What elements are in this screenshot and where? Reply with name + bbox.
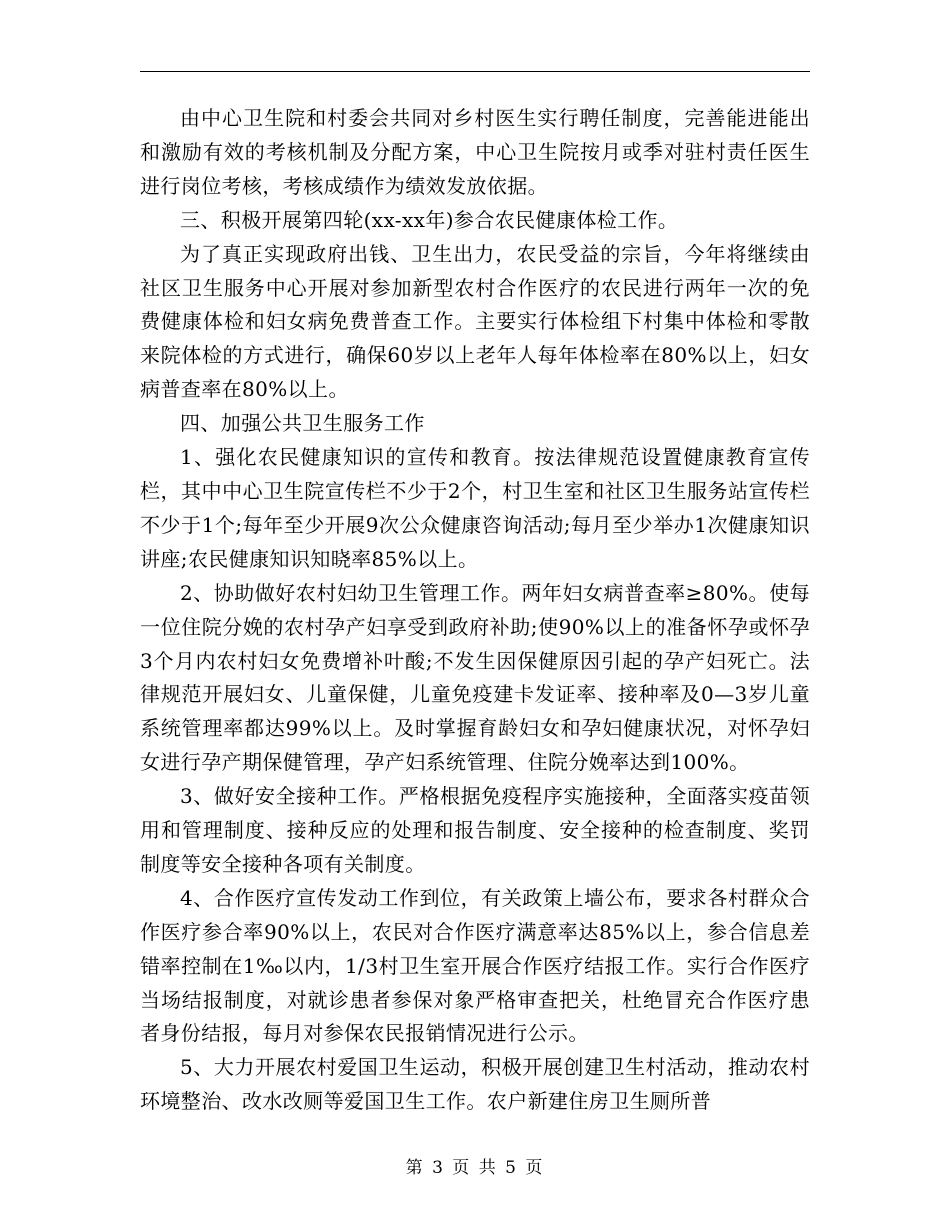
- paragraph-item-5: 5、大力开展农村爱国卫生运动，积极开展创建卫生村活动，推动农村环境整治、改水改厕等爱国卫生工作。农户新建住房卫生厕所普: [140, 1055, 810, 1114]
- paragraph-item-4: 4、合作医疗宣传发动工作到位，有关政策上墙公布，要求各村群众合作医疗参合率90%以上，农民对合作医疗满意率达85%以上，参合信息差错率控制在1‰以内，1/3村卫生室开展合作医疗结报工作。实行合作医疗当场结报制度，对就诊患者参保对象严格审查把关，杜绝冒充合作医疗患者身份结报，每月对参保农民报销情况进行公示。: [140, 885, 810, 1046]
- paragraph-2: 为了真正实现政府出钱、卫生出力，农民受益的宗旨，今年将继续由社区卫生服务中心开展对参加新型农村合作医疗的农民进行两年一次的免费健康体检和妇女病免费普查工作。主要实行体检组下村集中体检和零散来院体检的方式进行，确保60岁以上老年人每年体检率在80%以上，妇女病普查率在80%以上。: [140, 241, 810, 402]
- section-heading-3: 三、积极开展第四轮(xx-xx年)参合农民健康体检工作。: [180, 207, 679, 232]
- paragraph-item-1: 1、强化农民健康知识的宣传和教育。按法律规范设置健康教育宣传栏，其中中心卫生院宣传栏不少于2个，村卫生室和社区卫生服务站宣传栏不少于1个;每年至少开展9次公众健康咨询活动;每月至少举办1次健康知识讲座;农民健康知识知晓率85%以上。: [140, 445, 810, 571]
- page-footer: 第 3 页 共 5 页: [405, 1158, 545, 1178]
- section-heading-4: 四、加强公共卫生服务工作: [180, 411, 425, 436]
- paragraph-item-3: 3、做好安全接种工作。严格根据免疫程序实施接种，全面落实疫苗领用和管理制度、接种反应的处理和报告制度、安全接种的检查制度、奖罚制度等安全接种各项有关制度。: [140, 784, 810, 876]
- paragraph-item-2: 2、协助做好农村妇幼卫生管理工作。两年妇女病普查率≥80%。使每一位住院分娩的农村孕产妇享受到政府补助;使90%以上的准备怀孕或怀孕3个月内农村妇女免费增补叶酸;不发生因保健原因引起的孕产妇死亡。法律规范开展妇女、儿童保健，儿童免疫建卡发证率、接种率及0—3岁儿童系统管理率都达99%以上。及时掌握育龄妇女和孕妇健康状况，对怀孕妇女进行孕产期保健管理，孕产妇系统管理、住院分娩率达到100%。: [140, 580, 810, 775]
- document-body: [140, 102, 810, 1119]
- header-rule: [140, 71, 810, 72]
- paragraph-1: 由中心卫生院和村委会共同对乡村医生实行聘任制度，完善能进能出和激励有效的考核机制及分配方案，中心卫生院按月或季对驻村责任医生进行岗位考核，考核成绩作为绩效发放依据。: [140, 106, 810, 198]
